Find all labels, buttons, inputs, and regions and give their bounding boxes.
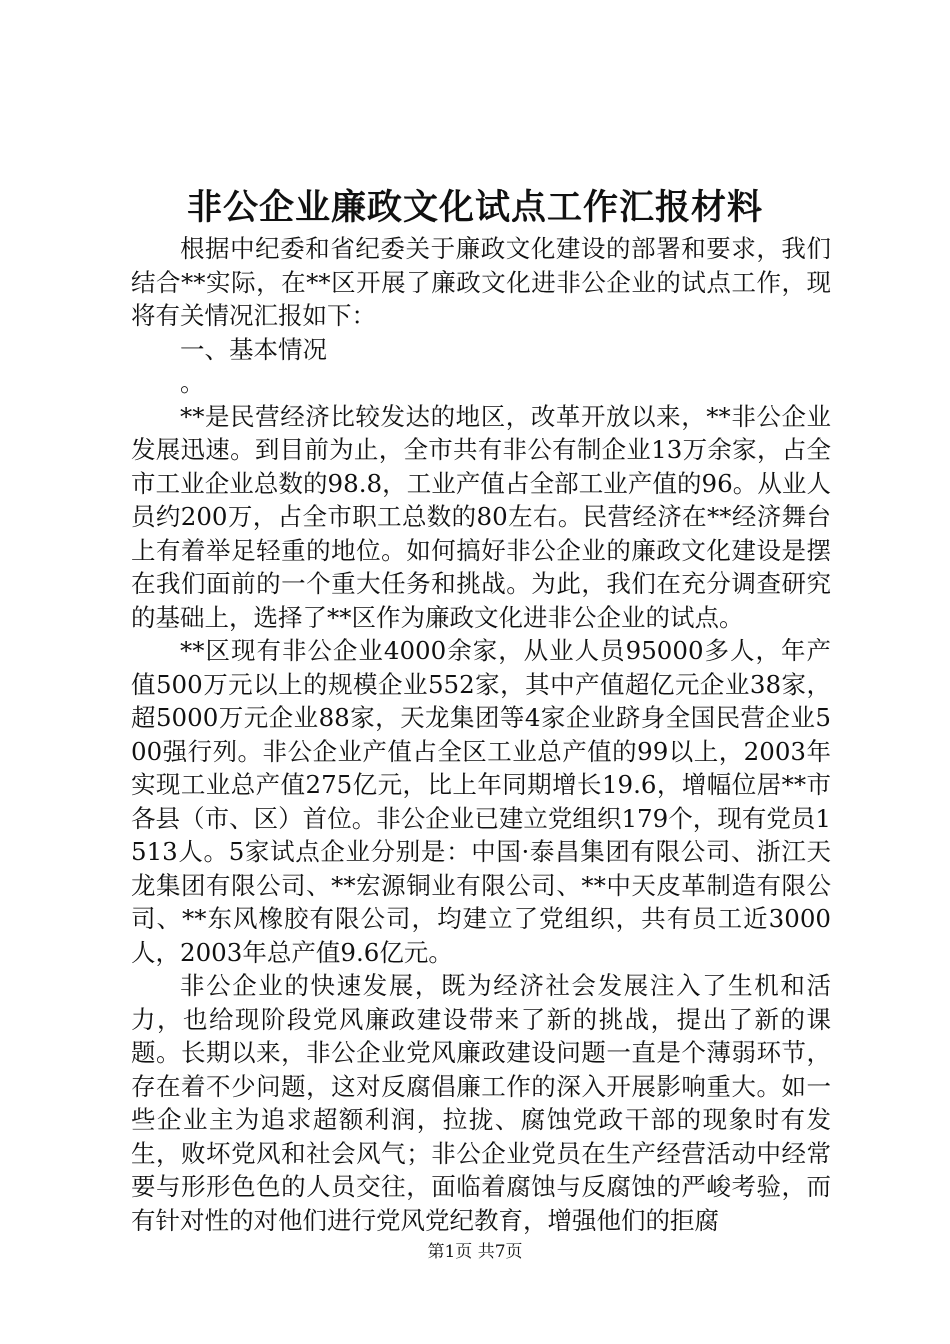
paragraph-challenges: 非公企业的快速发展，既为经济社会发展注入了生机和活力，也给现阶段党风廉政建设带来了新的挑战，提出了新的课题。长期以来，非公企业党风廉政建设问题一直是个薄弱环节，存在着不少问题，这对反腐倡廉工作的深入开展影响重大。如一些企业主为追求超额利润，拉拢、腐蚀党政干部的现象时有发生，败坏党风和社会风气；非公企业党员在生产经营活动中经常要与形形色色的人员交往，面临着腐蚀与反腐蚀的严峻考验，而有针对性的对他们进行党风党纪教育，增强他们的拒腐 [131,971,831,1235]
paragraph-district-overview: **区现有非公企业4000余家，从业人员95000多人，年产值500万元以上的规模企业552家，其中产值超亿元企业38家，超5000万元企业88家，天龙集团等4家企业跻身全国民营企业500强行列。非公企业产值占全区工业总产值的99以上，2003年实现工业总产值275亿元，比上年同期增长19.6，增幅位居**市各县（市、区）首位。非公企业已建立党组织179个，现有党员1513人。5家试点企业分别是：中国·泰昌集团有限公司、浙江天龙集团有限公司、**宏源铜业有限公司、**中天皮革制造有限公司、**东风橡胶有限公司，均建立了党组织，共有员工近3000人，2003年总产值9.6亿元。 [131,636,831,967]
document-body [131,232,831,1237]
document-title: 非公企业廉政文化试点工作汇报材料 [186,187,763,228]
paragraph-city-overview: **是民营经济比较发达的地区，改革开放以来，**非公企业发展迅速。到目前为止，全市共有非公有制企业13万余家，占全市工业企业总数的98.8，工业产值占全部工业产值的96。从业人员约200万，占全市职工总数的80左右。民营经济在**经济舞台上有着举足轻重的地位。如何搞好非公企业的廉政文化建设是摆在我们面前的一个重大任务和挑战。为此，我们在充分调查研究的基础上，选择了**区作为廉政文化进非公企业的试点。 [131,401,831,632]
section-heading-basic-situation: 一、基本情况 [180,334,327,364]
paragraph-intro: 根据中纪委和省纪委关于廉政文化建设的部署和要求，我们结合**实际，在**区开展了廉政文化进非公企业的试点工作，现将有关情况汇报如下： [131,234,831,330]
page-footer: 第1页 共7页 [427,1242,523,1262]
paragraph-stray-mark: 。 [180,368,205,397]
